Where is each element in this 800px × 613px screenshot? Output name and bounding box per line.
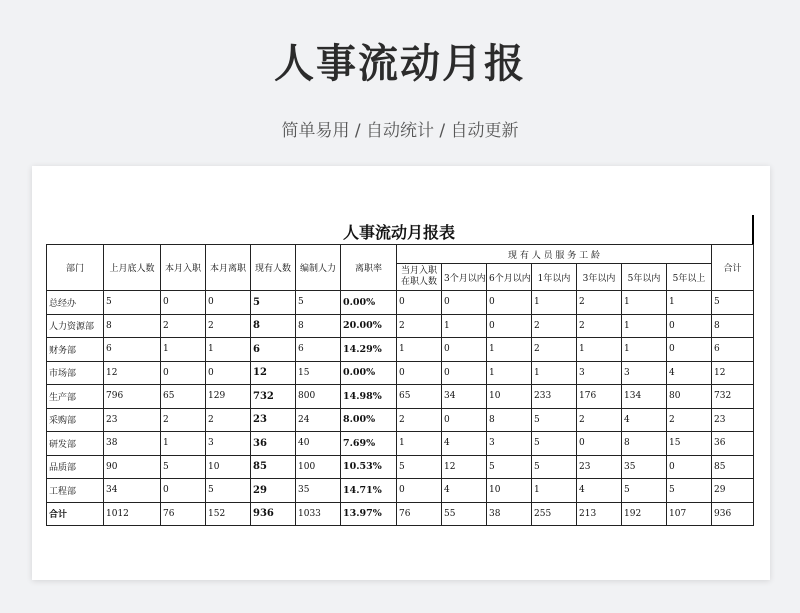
cell-dept: 工程部: [47, 479, 104, 503]
cell-service-6: 4: [667, 361, 712, 385]
report-title: 人事流动月报表: [342, 223, 455, 242]
cell-quota: 15: [296, 361, 341, 385]
cell-left: 2: [206, 314, 251, 338]
cell-service-6: 0: [667, 455, 712, 479]
cell-quota: 800: [296, 385, 341, 409]
cell-service-5: 1: [622, 291, 667, 315]
cell-quota: 24: [296, 408, 341, 432]
cell-service-0: 76: [397, 502, 442, 526]
col-header-service-group: 现 有 人 员 服 务 工 龄: [397, 245, 712, 264]
cell-hired: 76: [161, 502, 206, 526]
col-header-left: 本月离职: [206, 245, 251, 291]
cell-total: 5: [712, 291, 754, 315]
cell-left: 5: [206, 479, 251, 503]
table-row: [47, 361, 754, 385]
cell-service-6: 15: [667, 432, 712, 456]
cell-service-3: 1: [532, 361, 577, 385]
cell-service-4: 1: [577, 338, 622, 362]
table-row: [47, 408, 754, 432]
cell-turnover: 0.00%: [341, 291, 397, 315]
cell-current: 8: [251, 314, 296, 338]
cell-left: 152: [206, 502, 251, 526]
cell-last-month: 90: [104, 455, 161, 479]
cell-dept: 总经办: [47, 291, 104, 315]
cell-service-1: 4: [442, 479, 487, 503]
cell-service-2: 0: [487, 314, 532, 338]
cell-last-month: 38: [104, 432, 161, 456]
cell-quota: 8: [296, 314, 341, 338]
cell-service-4: 2: [577, 408, 622, 432]
cell-last-month: 23: [104, 408, 161, 432]
cell-service-0: 1: [397, 432, 442, 456]
cell-quota: 6: [296, 338, 341, 362]
table-row: [47, 291, 754, 315]
cell-service-6: 0: [667, 338, 712, 362]
cell-total: 23: [712, 408, 754, 432]
cell-dept: 财务部: [47, 338, 104, 362]
table-row: [47, 314, 754, 338]
cell-current: 29: [251, 479, 296, 503]
col-header-service-new: 当月入职在职人数: [397, 264, 442, 291]
cell-service-1: 0: [442, 361, 487, 385]
cell-dept: 合计: [47, 502, 104, 526]
cell-total: 85: [712, 455, 754, 479]
cell-dept: 生产部: [47, 385, 104, 409]
cell-hired: 1: [161, 432, 206, 456]
table-row: [47, 338, 754, 362]
cell-service-6: 1: [667, 291, 712, 315]
cell-service-4: 4: [577, 479, 622, 503]
cell-total: 29: [712, 479, 754, 503]
cell-service-3: 1: [532, 291, 577, 315]
cell-service-5: 192: [622, 502, 667, 526]
cell-service-2: 10: [487, 479, 532, 503]
col-header-service-3m: 3个月以内: [442, 264, 487, 291]
cell-service-4: 2: [577, 314, 622, 338]
cell-service-0: 2: [397, 408, 442, 432]
cell-turnover: 14.29%: [341, 338, 397, 362]
cell-current: 936: [251, 502, 296, 526]
cell-dept: 研发部: [47, 432, 104, 456]
cell-service-0: 0: [397, 479, 442, 503]
cell-quota: 40: [296, 432, 341, 456]
cell-quota: 5: [296, 291, 341, 315]
cell-current: 12: [251, 361, 296, 385]
cell-left: 3: [206, 432, 251, 456]
cell-service-6: 80: [667, 385, 712, 409]
col-header-current: 现有人数: [251, 245, 296, 291]
cell-service-2: 8: [487, 408, 532, 432]
cell-service-1: 55: [442, 502, 487, 526]
cell-service-4: 176: [577, 385, 622, 409]
cell-last-month: 796: [104, 385, 161, 409]
cell-service-2: 38: [487, 502, 532, 526]
cell-left: 0: [206, 291, 251, 315]
cell-service-5: 1: [622, 314, 667, 338]
cell-service-0: 0: [397, 361, 442, 385]
cell-current: 36: [251, 432, 296, 456]
table-row: [47, 432, 754, 456]
cell-turnover: 14.71%: [341, 479, 397, 503]
cell-total: 732: [712, 385, 754, 409]
table-row: [47, 455, 754, 479]
cell-service-0: 5: [397, 455, 442, 479]
cell-service-0: 1: [397, 338, 442, 362]
cell-last-month: 5: [104, 291, 161, 315]
cell-service-6: 2: [667, 408, 712, 432]
cell-service-1: 0: [442, 338, 487, 362]
cell-service-6: 0: [667, 314, 712, 338]
cell-service-1: 1: [442, 314, 487, 338]
cell-service-1: 0: [442, 408, 487, 432]
cell-service-1: 34: [442, 385, 487, 409]
cell-service-6: 107: [667, 502, 712, 526]
cell-service-1: 4: [442, 432, 487, 456]
cell-dept: 采购部: [47, 408, 104, 432]
cell-turnover: 7.69%: [341, 432, 397, 456]
cell-total: 36: [712, 432, 754, 456]
col-header-last-month: 上月底人数: [104, 245, 161, 291]
col-header-total: 合计: [712, 245, 754, 291]
cell-service-6: 5: [667, 479, 712, 503]
cell-service-3: 233: [532, 385, 577, 409]
cell-hired: 2: [161, 408, 206, 432]
cell-current: 23: [251, 408, 296, 432]
cell-total: 936: [712, 502, 754, 526]
cell-service-4: 0: [577, 432, 622, 456]
cell-left: 129: [206, 385, 251, 409]
cell-service-5: 5: [622, 479, 667, 503]
cell-hired: 2: [161, 314, 206, 338]
cell-service-3: 2: [532, 338, 577, 362]
cell-service-0: 65: [397, 385, 442, 409]
table-total-row: [47, 502, 754, 526]
cell-current: 5: [251, 291, 296, 315]
cell-turnover: 13.97%: [341, 502, 397, 526]
col-header-service-5y: 5年以内: [622, 264, 667, 291]
cell-service-4: 23: [577, 455, 622, 479]
cell-total: 12: [712, 361, 754, 385]
cell-last-month: 34: [104, 479, 161, 503]
cell-service-1: 0: [442, 291, 487, 315]
cell-service-3: 5: [532, 408, 577, 432]
cell-service-4: 2: [577, 291, 622, 315]
cell-left: 0: [206, 361, 251, 385]
cell-total: 8: [712, 314, 754, 338]
col-header-dept: 部门: [47, 245, 104, 291]
cell-hired: 1: [161, 338, 206, 362]
col-header-quota: 编制人力: [296, 245, 341, 291]
cell-service-0: 0: [397, 291, 442, 315]
cell-service-4: 3: [577, 361, 622, 385]
cell-quota: 35: [296, 479, 341, 503]
cell-service-5: 8: [622, 432, 667, 456]
cell-service-3: 5: [532, 455, 577, 479]
cell-dept: 品质部: [47, 455, 104, 479]
cell-service-5: 134: [622, 385, 667, 409]
cell-last-month: 8: [104, 314, 161, 338]
cell-service-2: 1: [487, 361, 532, 385]
sheet-border-line: [752, 215, 754, 244]
col-header-service-3y: 3年以内: [577, 264, 622, 291]
cell-left: 10: [206, 455, 251, 479]
cell-service-3: 2: [532, 314, 577, 338]
cell-left: 2: [206, 408, 251, 432]
cell-service-3: 255: [532, 502, 577, 526]
cell-dept: 市场部: [47, 361, 104, 385]
col-header-turnover: 离职率: [341, 245, 397, 291]
cell-last-month: 6: [104, 338, 161, 362]
cell-quota: 1033: [296, 502, 341, 526]
cell-hired: 0: [161, 479, 206, 503]
cell-current: 85: [251, 455, 296, 479]
cell-service-3: 5: [532, 432, 577, 456]
table-row: [47, 479, 754, 503]
cell-turnover: 10.53%: [341, 455, 397, 479]
cell-hired: 0: [161, 291, 206, 315]
cell-turnover: 14.98%: [341, 385, 397, 409]
page-subtitle: 简单易用 / 自动统计 / 自动更新: [281, 121, 519, 141]
report-body: [47, 291, 754, 526]
table-row: [47, 385, 754, 409]
cell-service-2: 1: [487, 338, 532, 362]
cell-current: 6: [251, 338, 296, 362]
page-title: 人事流动月报: [274, 41, 526, 87]
cell-hired: 5: [161, 455, 206, 479]
cell-service-3: 1: [532, 479, 577, 503]
cell-turnover: 8.00%: [341, 408, 397, 432]
col-header-service-6m: 6个月以内: [487, 264, 532, 291]
cell-left: 1: [206, 338, 251, 362]
col-header-service-5y-plus: 5年以上: [667, 264, 712, 291]
cell-service-2: 5: [487, 455, 532, 479]
col-header-service-1y: 1年以内: [532, 264, 577, 291]
cell-service-5: 35: [622, 455, 667, 479]
cell-total: 6: [712, 338, 754, 362]
cell-turnover: 20.00%: [341, 314, 397, 338]
cell-last-month: 12: [104, 361, 161, 385]
cell-service-0: 2: [397, 314, 442, 338]
cell-hired: 0: [161, 361, 206, 385]
cell-current: 732: [251, 385, 296, 409]
cell-service-1: 12: [442, 455, 487, 479]
cell-service-5: 3: [622, 361, 667, 385]
col-header-hired: 本月入职: [161, 245, 206, 291]
cell-service-5: 1: [622, 338, 667, 362]
report-table: [46, 244, 754, 526]
cell-quota: 100: [296, 455, 341, 479]
cell-service-5: 4: [622, 408, 667, 432]
cell-service-4: 213: [577, 502, 622, 526]
cell-dept: 人力资源部: [47, 314, 104, 338]
cell-hired: 65: [161, 385, 206, 409]
cell-last-month: 1012: [104, 502, 161, 526]
cell-service-2: 3: [487, 432, 532, 456]
cell-turnover: 0.00%: [341, 361, 397, 385]
cell-service-2: 0: [487, 291, 532, 315]
cell-service-2: 10: [487, 385, 532, 409]
